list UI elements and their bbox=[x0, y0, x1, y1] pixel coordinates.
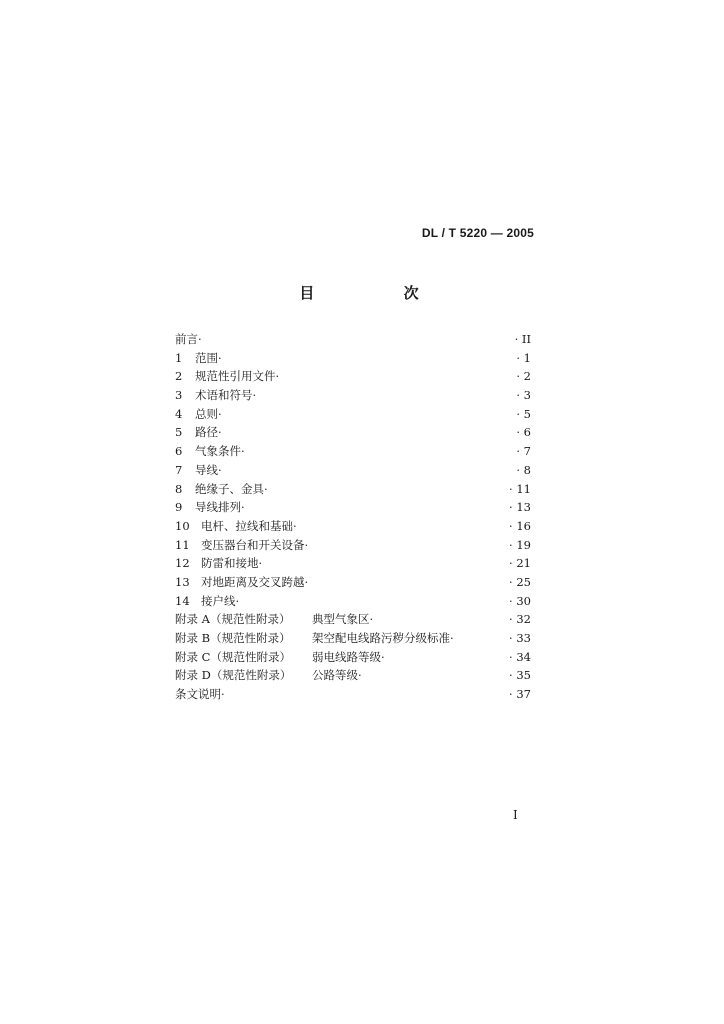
toc-entry-number: 2 bbox=[175, 369, 183, 384]
toc-entry-number: 3 bbox=[175, 388, 183, 403]
toc-entry-page: · 2 bbox=[516, 369, 531, 384]
toc-entry-number: 14 bbox=[175, 593, 190, 608]
toc-title: 目 次 bbox=[299, 284, 461, 302]
toc-entry-label: 总则· bbox=[195, 406, 222, 421]
toc-entry-number: 5 bbox=[175, 425, 183, 440]
toc-entry-label: 接户线· bbox=[201, 593, 240, 608]
toc-entry-page: · 25 bbox=[509, 574, 531, 589]
toc-appendix-page: · 34 bbox=[509, 649, 531, 664]
toc-appendix-label: 弱电线路等级· bbox=[312, 649, 385, 664]
toc-entry-label: 导线· bbox=[195, 462, 222, 477]
toc-entry-label: 前言· bbox=[175, 332, 202, 346]
page-number: I bbox=[513, 808, 518, 822]
toc-entry-label: 导线排列· bbox=[195, 500, 245, 515]
toc-entry-7[interactable] bbox=[175, 461, 531, 480]
toc-appendix-b[interactable] bbox=[175, 629, 531, 648]
toc-entry-number: 13 bbox=[175, 574, 190, 589]
toc-entry-page: · 6 bbox=[516, 425, 531, 440]
toc-entry-1[interactable] bbox=[175, 349, 531, 368]
toc-entry-page: · 3 bbox=[516, 388, 531, 403]
toc-entry-page: · 21 bbox=[509, 556, 531, 571]
toc-entry-label: 路径· bbox=[195, 425, 222, 440]
toc-entry-page: · 5 bbox=[516, 406, 531, 421]
toc-entry-foreword[interactable] bbox=[175, 330, 531, 349]
toc-entry-label: 范围· bbox=[195, 350, 222, 365]
toc-entry-number: 4 bbox=[175, 406, 183, 421]
toc-entry-page: · 16 bbox=[509, 518, 531, 533]
toc-entry-number: 7 bbox=[175, 462, 183, 477]
toc-appendix-page: · 33 bbox=[509, 631, 531, 645]
toc-entry-13[interactable] bbox=[175, 573, 531, 592]
toc-entry-label: 规范性引用文件· bbox=[195, 369, 280, 384]
toc-entry-page: · 13 bbox=[509, 500, 531, 515]
toc-appendix-d[interactable] bbox=[175, 666, 531, 685]
toc-entry-page: · 7 bbox=[516, 444, 531, 459]
toc-entry-3[interactable] bbox=[175, 386, 531, 405]
toc-entry-number: 10 bbox=[175, 518, 190, 533]
toc-entry-page: · 11 bbox=[509, 481, 531, 496]
toc-entry-2[interactable] bbox=[175, 367, 531, 386]
toc-entry-label: 电杆、拉线和基础· bbox=[201, 518, 297, 533]
toc-appendix-label: 公路等级· bbox=[312, 668, 362, 683]
toc-appendix-page: · 32 bbox=[509, 612, 531, 627]
toc-appendix-prefix: 附录 B（规范性附录） bbox=[175, 631, 291, 645]
toc-entry-number: 11 bbox=[175, 537, 190, 552]
table-of-contents bbox=[175, 330, 531, 704]
toc-entry-11[interactable] bbox=[175, 536, 531, 555]
toc-entry-number: 9 bbox=[175, 500, 183, 515]
toc-entry-page: · 1 bbox=[516, 350, 531, 365]
toc-entry-number: 1 bbox=[175, 350, 183, 365]
toc-entry-page: · 8 bbox=[516, 462, 531, 477]
toc-entry-9[interactable] bbox=[175, 498, 531, 517]
toc-entry-page: · 30 bbox=[509, 593, 531, 608]
toc-entry-4[interactable] bbox=[175, 405, 531, 424]
toc-entry-label: 条文说明· bbox=[175, 687, 225, 702]
document-code: DL / T 5220 — 2005 bbox=[421, 226, 534, 240]
toc-entry-number: 6 bbox=[175, 444, 183, 459]
toc-entry-5[interactable] bbox=[175, 423, 531, 442]
toc-entry-10[interactable] bbox=[175, 517, 531, 536]
toc-entry-page: · 19 bbox=[509, 537, 531, 552]
toc-entry-page: · 37 bbox=[509, 687, 531, 702]
toc-entry-page: · II bbox=[514, 332, 531, 346]
toc-entry-12[interactable] bbox=[175, 554, 531, 573]
toc-appendix-prefix: 附录 C（规范性附录） bbox=[175, 649, 291, 664]
toc-entry-8[interactable] bbox=[175, 480, 531, 499]
toc-entry-label: 术语和符号· bbox=[195, 388, 257, 403]
toc-entry-number: 8 bbox=[175, 481, 183, 496]
toc-appendix-a[interactable] bbox=[175, 610, 531, 629]
toc-appendix-label: 架空配电线路污秽分级标准· bbox=[312, 631, 454, 645]
toc-entry-explanation[interactable] bbox=[175, 685, 531, 704]
toc-entry-14[interactable] bbox=[175, 592, 531, 611]
toc-entry-label: 气象条件· bbox=[195, 444, 245, 459]
toc-appendix-c[interactable] bbox=[175, 648, 531, 667]
toc-appendix-prefix: 附录 D（规范性附录） bbox=[175, 668, 292, 683]
toc-appendix-page: · 35 bbox=[509, 668, 531, 683]
toc-entry-label: 变压器台和开关设备· bbox=[201, 537, 309, 552]
toc-entry-label: 对地距离及交叉跨越· bbox=[201, 574, 309, 589]
toc-entry-label: 绝缘子、金具· bbox=[195, 481, 268, 496]
toc-appendix-prefix: 附录 A（规范性附录） bbox=[175, 612, 291, 627]
toc-entry-label: 防雷和接地· bbox=[201, 556, 263, 571]
toc-entry-6[interactable] bbox=[175, 442, 531, 461]
toc-entry-number: 12 bbox=[175, 556, 190, 571]
toc-appendix-label: 典型气象区· bbox=[312, 612, 374, 627]
